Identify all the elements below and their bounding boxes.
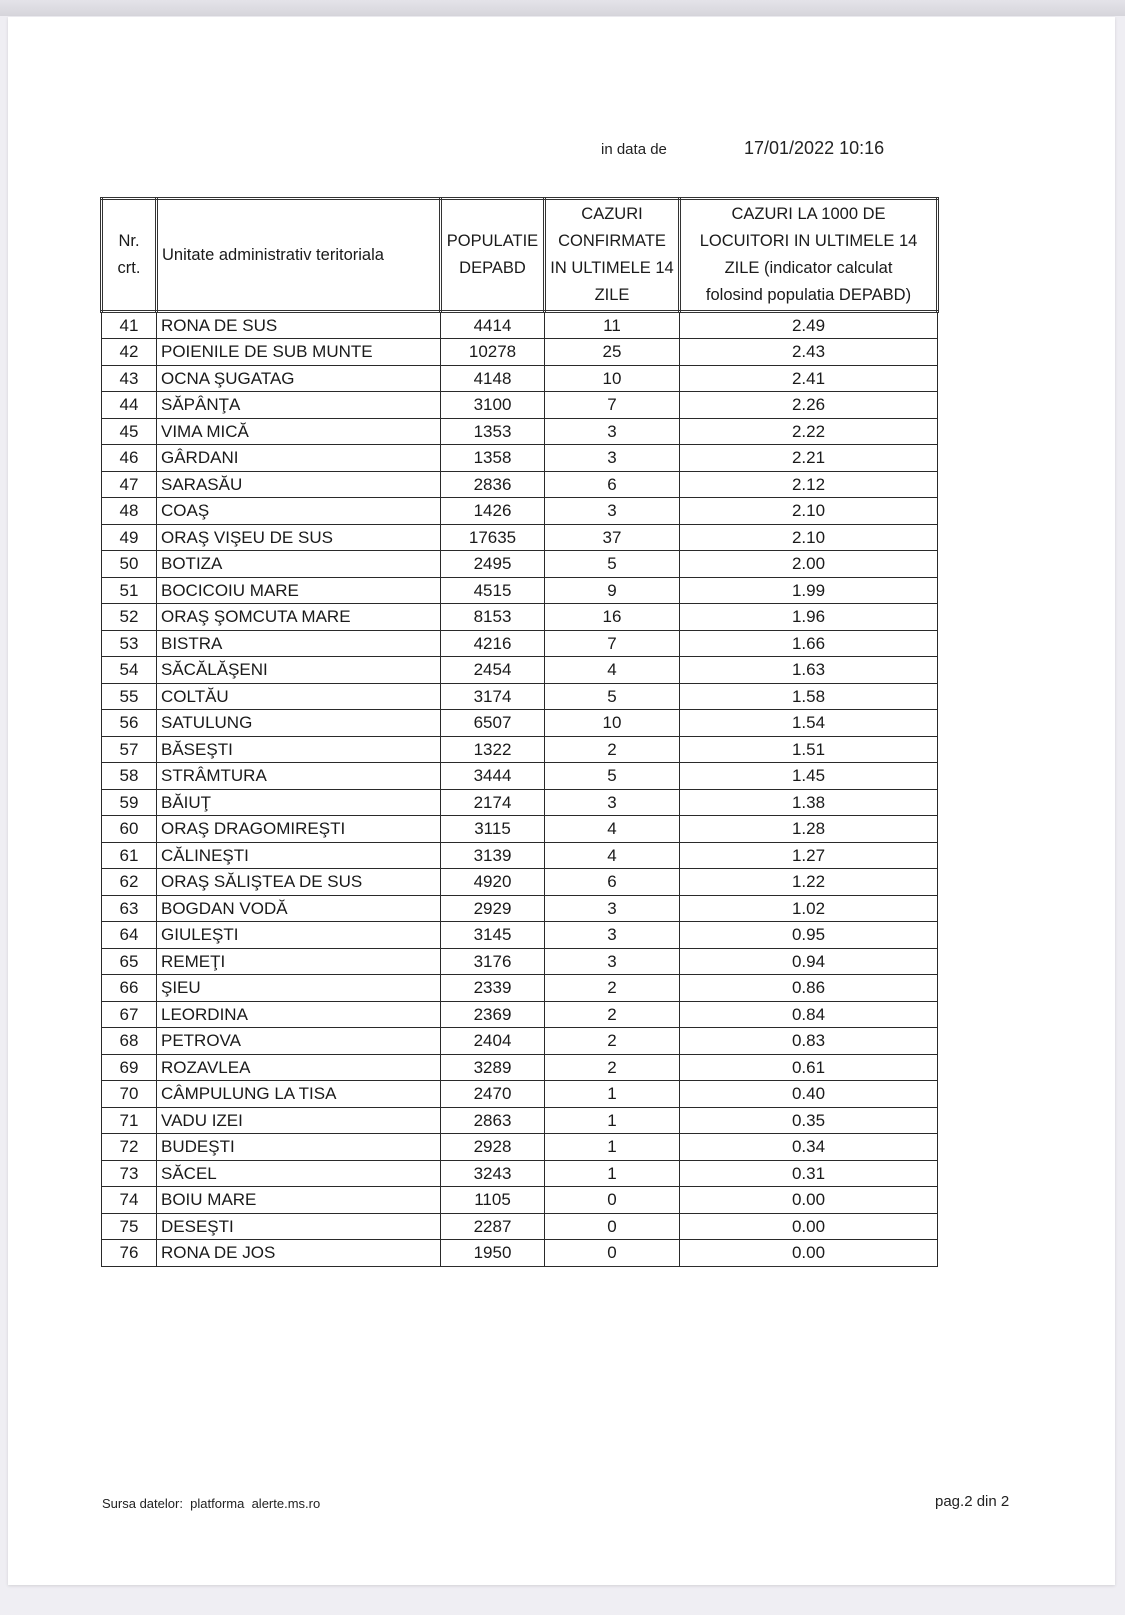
cell-rate: 1.51 — [680, 736, 938, 763]
table-row — [102, 339, 938, 366]
cell-uat-name: BĂIUŢ — [157, 789, 441, 816]
table-row — [102, 498, 938, 525]
cell-population: 3243 — [441, 1160, 545, 1187]
cell-cases: 2 — [545, 1001, 680, 1028]
cell-cases: 9 — [545, 577, 680, 604]
cell-population: 8153 — [441, 604, 545, 631]
cell-rate: 1.54 — [680, 710, 938, 737]
cell-nr: 73 — [102, 1160, 157, 1187]
cell-population: 2929 — [441, 895, 545, 922]
cell-cases: 1 — [545, 1160, 680, 1187]
cell-population: 3289 — [441, 1054, 545, 1081]
cell-rate: 1.58 — [680, 683, 938, 710]
cell-rate: 1.02 — [680, 895, 938, 922]
cell-rate: 2.49 — [680, 312, 938, 339]
table-row — [102, 789, 938, 816]
cell-cases: 10 — [545, 365, 680, 392]
header-rate-line: CAZURI LA 1000 DE — [731, 205, 886, 223]
cell-uat-name: CÂMPULUNG LA TISA — [157, 1081, 441, 1108]
cell-uat-name: SĂCĂLĂŞENI — [157, 657, 441, 684]
cell-rate: 1.99 — [680, 577, 938, 604]
cell-nr: 41 — [102, 312, 157, 339]
cell-rate: 0.95 — [680, 922, 938, 949]
table-row — [102, 710, 938, 737]
cell-rate: 2.26 — [680, 392, 938, 419]
cell-nr: 63 — [102, 895, 157, 922]
cell-cases: 7 — [545, 392, 680, 419]
cell-uat-name: LEORDINA — [157, 1001, 441, 1028]
cell-uat-name: VADU IZEI — [157, 1107, 441, 1134]
cell-rate: 2.41 — [680, 365, 938, 392]
cell-population: 4148 — [441, 365, 545, 392]
cell-population: 4515 — [441, 577, 545, 604]
cell-nr: 49 — [102, 524, 157, 551]
cell-cases: 6 — [545, 471, 680, 498]
date-label: in data de — [601, 141, 667, 158]
cell-nr: 66 — [102, 975, 157, 1002]
header-population-line: DEPABD — [459, 259, 526, 277]
cell-population: 4414 — [441, 312, 545, 339]
cell-nr: 69 — [102, 1054, 157, 1081]
cell-cases: 3 — [545, 948, 680, 975]
cell-cases: 25 — [545, 339, 680, 366]
cell-population: 2863 — [441, 1107, 545, 1134]
cell-uat-name: POIENILE DE SUB MUNTE — [157, 339, 441, 366]
cell-population: 2495 — [441, 551, 545, 578]
cell-uat-name: BOIU MARE — [157, 1187, 441, 1214]
date-value: 17/01/2022 10:16 — [744, 138, 885, 158]
cell-cases: 4 — [545, 816, 680, 843]
cell-nr: 50 — [102, 551, 157, 578]
cell-nr: 43 — [102, 365, 157, 392]
cell-cases: 3 — [545, 498, 680, 525]
cell-population: 3444 — [441, 763, 545, 790]
cell-nr: 55 — [102, 683, 157, 710]
cell-cases: 5 — [545, 551, 680, 578]
table-body — [102, 312, 938, 1267]
cell-population: 2928 — [441, 1134, 545, 1161]
cell-uat-name: GÂRDANI — [157, 445, 441, 472]
cell-uat-name: BUDEŞTI — [157, 1134, 441, 1161]
cell-nr: 58 — [102, 763, 157, 790]
cell-rate: 0.34 — [680, 1134, 938, 1161]
cell-cases: 0 — [545, 1240, 680, 1267]
cell-uat-name: COAŞ — [157, 498, 441, 525]
cell-rate: 2.00 — [680, 551, 938, 578]
cell-cases: 1 — [545, 1134, 680, 1161]
cell-cases: 2 — [545, 1054, 680, 1081]
cell-uat-name: ORAŞ VIŞEU DE SUS — [157, 524, 441, 551]
table-row — [102, 736, 938, 763]
cell-rate: 0.35 — [680, 1107, 938, 1134]
viewer-top-bar — [0, 0, 1125, 16]
table-row — [102, 763, 938, 790]
cell-cases: 10 — [545, 710, 680, 737]
cell-uat-name: PETROVA — [157, 1028, 441, 1055]
cell-population: 1105 — [441, 1187, 545, 1214]
cell-cases: 5 — [545, 683, 680, 710]
cell-rate: 2.12 — [680, 471, 938, 498]
cell-rate: 0.94 — [680, 948, 938, 975]
header-rate-line: ZILE (indicator calculat — [724, 259, 893, 277]
cell-population: 10278 — [441, 339, 545, 366]
table-row — [102, 975, 938, 1002]
cell-population: 1426 — [441, 498, 545, 525]
cell-rate: 1.27 — [680, 842, 938, 869]
cell-nr: 60 — [102, 816, 157, 843]
cell-population: 2339 — [441, 975, 545, 1002]
cell-nr: 44 — [102, 392, 157, 419]
cell-rate: 0.00 — [680, 1213, 938, 1240]
table-row — [102, 683, 938, 710]
cell-cases: 3 — [545, 789, 680, 816]
table-row — [102, 1160, 938, 1187]
header-rate-line: LOCUITORI IN ULTIMELE 14 — [699, 232, 918, 250]
cell-rate: 1.22 — [680, 869, 938, 896]
cell-nr: 70 — [102, 1081, 157, 1108]
cell-cases: 11 — [545, 312, 680, 339]
cell-cases: 2 — [545, 1028, 680, 1055]
cell-rate: 2.10 — [680, 498, 938, 525]
cell-nr: 48 — [102, 498, 157, 525]
cell-nr: 75 — [102, 1213, 157, 1240]
cell-nr: 46 — [102, 445, 157, 472]
cell-uat-name: RONA DE JOS — [157, 1240, 441, 1267]
cell-uat-name: VIMA MICĂ — [157, 418, 441, 445]
table-row — [102, 577, 938, 604]
cell-population: 1358 — [441, 445, 545, 472]
table-row — [102, 1054, 938, 1081]
cell-population: 2454 — [441, 657, 545, 684]
cell-nr: 47 — [102, 471, 157, 498]
cell-nr: 71 — [102, 1107, 157, 1134]
cell-uat-name: SĂPÂNŢA — [157, 392, 441, 419]
cell-cases: 2 — [545, 736, 680, 763]
cell-rate: 1.66 — [680, 630, 938, 657]
cell-cases: 16 — [545, 604, 680, 631]
cell-uat-name: BOGDAN VODĂ — [157, 895, 441, 922]
cell-uat-name: COLTĂU — [157, 683, 441, 710]
cell-uat-name: BOCICOIU MARE — [157, 577, 441, 604]
cell-rate: 1.45 — [680, 763, 938, 790]
table-row — [102, 816, 938, 843]
cell-cases: 3 — [545, 418, 680, 445]
cell-rate: 0.86 — [680, 975, 938, 1002]
header-nr — [102, 199, 157, 312]
cell-population: 3100 — [441, 392, 545, 419]
table-row — [102, 630, 938, 657]
cell-cases: 1 — [545, 1081, 680, 1108]
table-row — [102, 1028, 938, 1055]
cell-uat-name: BISTRA — [157, 630, 441, 657]
cell-rate: 2.21 — [680, 445, 938, 472]
cell-rate: 0.00 — [680, 1240, 938, 1267]
cell-rate: 0.31 — [680, 1160, 938, 1187]
cell-uat-name: DESEŞTI — [157, 1213, 441, 1240]
incidence-table-container — [100, 197, 936, 1267]
cell-rate: 0.40 — [680, 1081, 938, 1108]
header-cases — [545, 199, 680, 312]
cell-uat-name: ORAŞ ŞOMCUTA MARE — [157, 604, 441, 631]
header-nr-line: crt. — [117, 259, 141, 277]
incidence-table — [100, 197, 939, 1267]
cell-cases: 3 — [545, 922, 680, 949]
cell-rate: 1.63 — [680, 657, 938, 684]
cell-population: 2836 — [441, 471, 545, 498]
table-row — [102, 1107, 938, 1134]
cell-uat-name: SĂCEL — [157, 1160, 441, 1187]
cell-uat-name: REMEŢI — [157, 948, 441, 975]
table-row — [102, 895, 938, 922]
cell-uat-name: SATULUNG — [157, 710, 441, 737]
header-cases-line: IN ULTIMELE 14 — [550, 259, 674, 277]
cell-cases: 4 — [545, 657, 680, 684]
table-row — [102, 657, 938, 684]
cell-cases: 5 — [545, 763, 680, 790]
cell-nr: 74 — [102, 1187, 157, 1214]
table-row — [102, 922, 938, 949]
header-population-line: POPULATIE — [446, 232, 539, 250]
cell-population: 1950 — [441, 1240, 545, 1267]
table-row — [102, 471, 938, 498]
cell-uat-name: CĂLINEŞTI — [157, 842, 441, 869]
cell-rate: 0.83 — [680, 1028, 938, 1055]
header-population — [441, 199, 545, 312]
cell-cases: 2 — [545, 975, 680, 1002]
table-row — [102, 418, 938, 445]
table-row — [102, 445, 938, 472]
cell-population: 4920 — [441, 869, 545, 896]
table-row — [102, 551, 938, 578]
cell-population: 17635 — [441, 524, 545, 551]
header-nr-line: Nr. — [118, 232, 140, 250]
table-row — [102, 1213, 938, 1240]
cell-nr: 76 — [102, 1240, 157, 1267]
cell-population: 2404 — [441, 1028, 545, 1055]
cell-cases: 0 — [545, 1187, 680, 1214]
cell-nr: 42 — [102, 339, 157, 366]
header-cases-line: CAZURI — [581, 205, 643, 223]
cell-nr: 57 — [102, 736, 157, 763]
cell-rate: 0.00 — [680, 1187, 938, 1214]
cell-nr: 45 — [102, 418, 157, 445]
table-row — [102, 365, 938, 392]
table-header-row — [102, 199, 938, 312]
cell-population: 3176 — [441, 948, 545, 975]
cell-population: 2174 — [441, 789, 545, 816]
cell-nr: 68 — [102, 1028, 157, 1055]
cell-nr: 72 — [102, 1134, 157, 1161]
cell-population: 3174 — [441, 683, 545, 710]
page-number: pag.2 din 2 — [935, 1493, 1010, 1510]
cell-nr: 59 — [102, 789, 157, 816]
table-row — [102, 524, 938, 551]
cell-population: 3139 — [441, 842, 545, 869]
table-row — [102, 1081, 938, 1108]
cell-cases: 1 — [545, 1107, 680, 1134]
header-uat: Unitate administrativ teritoriala — [157, 199, 441, 312]
cell-uat-name: ORAŞ DRAGOMIREŞTI — [157, 816, 441, 843]
header-rate — [680, 199, 938, 312]
header-cases-line: CONFIRMATE — [558, 232, 666, 250]
table-row — [102, 1240, 938, 1267]
cell-nr: 54 — [102, 657, 157, 684]
cell-uat-name: SARASĂU — [157, 471, 441, 498]
cell-rate: 1.38 — [680, 789, 938, 816]
cell-rate: 2.22 — [680, 418, 938, 445]
cell-cases: 7 — [545, 630, 680, 657]
table-row — [102, 1001, 938, 1028]
cell-nr: 67 — [102, 1001, 157, 1028]
cell-uat-name: ORAŞ SĂLIŞTEA DE SUS — [157, 869, 441, 896]
cell-cases: 37 — [545, 524, 680, 551]
cell-uat-name: ROZAVLEA — [157, 1054, 441, 1081]
cell-uat-name: STRÂMTURA — [157, 763, 441, 790]
cell-uat-name: RONA DE SUS — [157, 312, 441, 339]
cell-rate: 1.96 — [680, 604, 938, 631]
table-row — [102, 948, 938, 975]
cell-nr: 61 — [102, 842, 157, 869]
cell-population: 1322 — [441, 736, 545, 763]
cell-nr: 52 — [102, 604, 157, 631]
cell-population: 2287 — [441, 1213, 545, 1240]
cell-uat-name: OCNA ŞUGATAG — [157, 365, 441, 392]
cell-nr: 56 — [102, 710, 157, 737]
cell-cases: 3 — [545, 445, 680, 472]
cell-uat-name: BOTIZA — [157, 551, 441, 578]
data-source-note: Sursa datelor: platforma alerte.ms.ro — [102, 1496, 321, 1511]
table-row — [102, 392, 938, 419]
cell-rate: 2.43 — [680, 339, 938, 366]
table-row — [102, 1134, 938, 1161]
cell-nr: 53 — [102, 630, 157, 657]
cell-cases: 3 — [545, 895, 680, 922]
table-row — [102, 1187, 938, 1214]
cell-cases: 4 — [545, 842, 680, 869]
cell-population: 3145 — [441, 922, 545, 949]
table-row — [102, 312, 938, 339]
table-row — [102, 604, 938, 631]
header-rate-line: folosind populatia DEPABD) — [705, 286, 912, 304]
cell-rate: 1.28 — [680, 816, 938, 843]
cell-population: 3115 — [441, 816, 545, 843]
cell-uat-name: ŞIEU — [157, 975, 441, 1002]
cell-rate: 0.84 — [680, 1001, 938, 1028]
cell-cases: 6 — [545, 869, 680, 896]
cell-nr: 51 — [102, 577, 157, 604]
cell-cases: 0 — [545, 1213, 680, 1240]
table-row — [102, 842, 938, 869]
cell-rate: 0.61 — [680, 1054, 938, 1081]
cell-nr: 64 — [102, 922, 157, 949]
cell-population: 2369 — [441, 1001, 545, 1028]
cell-uat-name: GIULEŞTI — [157, 922, 441, 949]
table-row — [102, 869, 938, 896]
cell-population: 6507 — [441, 710, 545, 737]
cell-nr: 62 — [102, 869, 157, 896]
cell-nr: 65 — [102, 948, 157, 975]
cell-population: 4216 — [441, 630, 545, 657]
cell-rate: 2.10 — [680, 524, 938, 551]
header-cases-line: ZILE — [594, 286, 630, 304]
cell-population: 1353 — [441, 418, 545, 445]
cell-population: 2470 — [441, 1081, 545, 1108]
cell-uat-name: BĂSEŞTI — [157, 736, 441, 763]
